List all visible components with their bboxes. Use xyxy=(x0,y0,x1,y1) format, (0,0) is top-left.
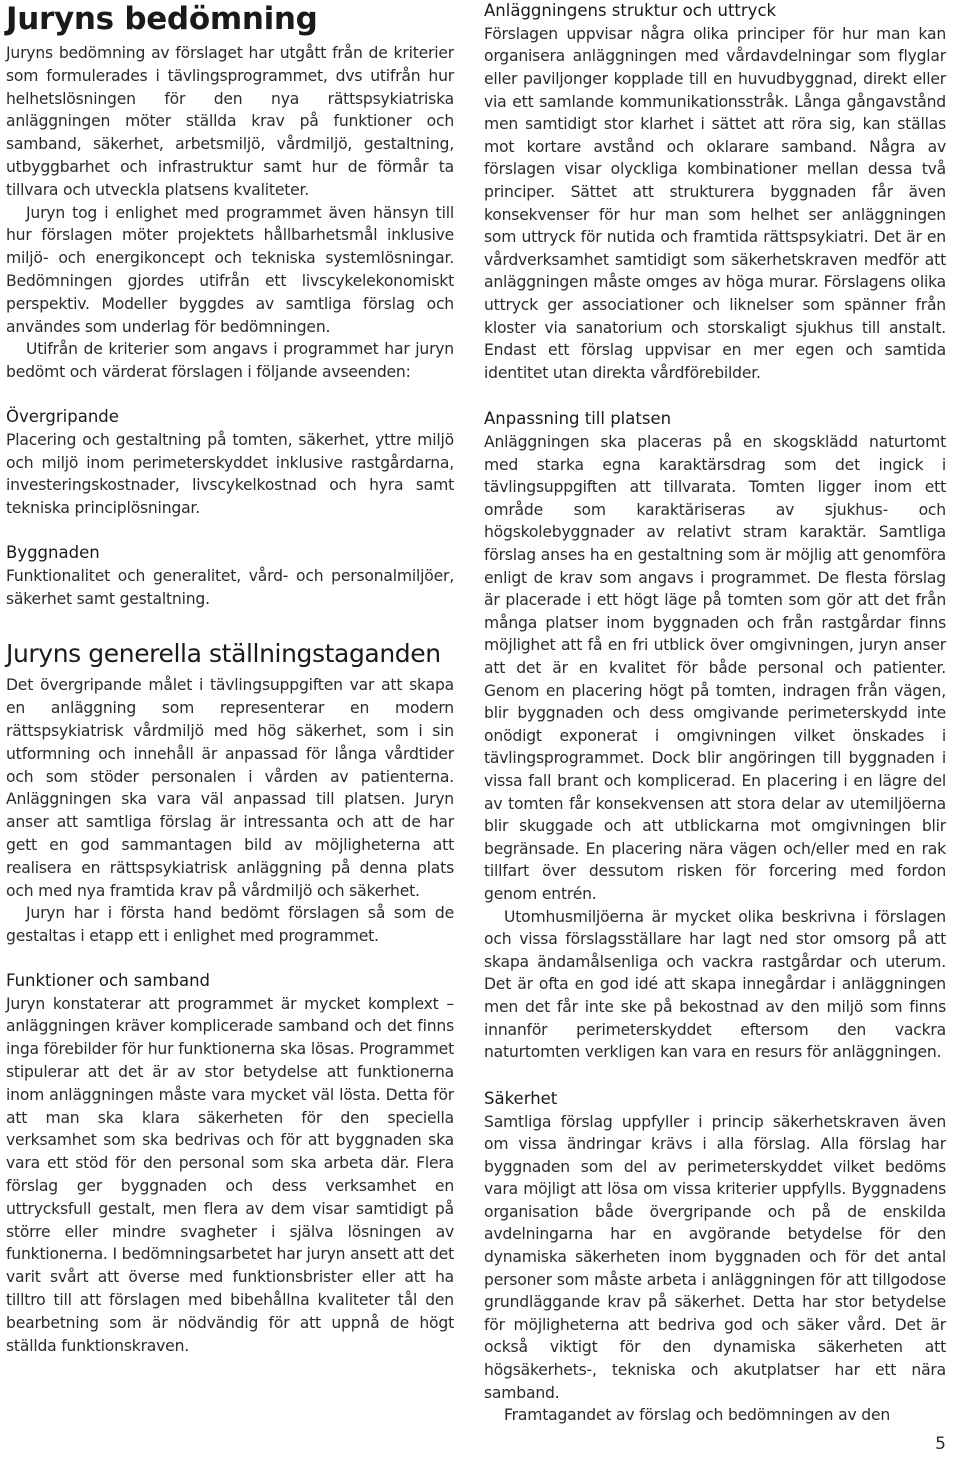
section-text-byggnaden: Funktionalitet och generalitet, vård- och personalmiljöer, säkerhet samt gestaltning. xyxy=(6,566,454,608)
left-column xyxy=(6,0,454,1357)
right-column xyxy=(484,0,946,1427)
section-heading-overgripande: Övergripande xyxy=(6,406,119,426)
section-text-overgripande: Placering och gestaltning på tomten, säkerhet, yttre miljö och miljö inom perimeterskyddet inklusive rastgårdarna, investeringskostnader, livscykelkostnad och hyra samt tekniska principlösningar. xyxy=(6,430,454,518)
section-text-funktioner: Juryn konstaterar att programmet är mycket komplext – anläggningen kräver komplicerade samband och det finns inga förebilder för hur funktionerna ska lösas. Programmet stipulerar att det är av stor betydelse att funktionerna inom anläggningen måste vara mycket väl lösta. Detta för att man ska klara säkerheten för den speciella verksamhet som ska bedrivas och för att byggnaden ska vara ett stöd för den personal som ska arbeta där. Flera förslag ger byggnaden och dess verksamhet en uttrycksfull gestalt, men flera av dem visar samtidigt på större eller mindre svagheter i själva lösningen av funktionerna. I bedömningsarbetet har juryn ansett att det varit svårt att överse med funktionsbrister eller att ha tilltro till att förslagen med bibehållna kvaliteter tål den bearbetning som är nödvändig för att uppnå de högt ställda funktionskraven. xyxy=(6,994,454,1355)
page-number: 5 xyxy=(935,1434,946,1454)
section-text-sakerhet: Framtagandet av förslag och bedömningen av den xyxy=(504,1406,891,1425)
general-paragraph: Det övergripande målet i tävlingsuppgiften var att skapa en anläggning som representerar en modern rättspsykiatrisk vårdmiljö med hög säkerhet, som i sin utformning och innehåll är anpassad för långa vårdtider och som stöder personalen i vården av patienterna. Anläggningen ska vara väl anpassad till platsen. Juryn anser att samtliga förslag är intressanta och att de har gett en god sammantagen bild av möjligheterna att realisera en rättspsykiatrisk anläggning på denna plats och med nya framtida krav på vårdmiljö och säkerhet. xyxy=(6,676,454,900)
section-text-anpassning: Anläggningen ska placeras på en skogsklädd naturtomt med starka egna karaktärsdrag som det ingick i tävlingsuppgiften att tillvarata. Tomten ligger inom ett område som karaktäriseras av sjukhus- och högskolebyggnader av relativt stram karaktär. Samtliga förslag anses ha en gestaltning som är möjlig att genomföra enligt de krav som angavs i programmet. De flesta förslag är placerade i ett högt läge på tomten som gör att det från många platser inom byggnaden och från rastgårdar finns möjlighet att få en fri utblick över omgivningen, juryn anser att det är en kvalitet för både personal och patienter. Genom en placering högt på tomten, indragen från vägen, blir byggnaden och dess omgivande perimeterskydd inte onödigt exponerat i omgivningen vilket önskades i tävlingsprogrammet. Dock blir angöringen till byggnaden i vissa fall brant och komplicerad. En placering i en lägre del av tomten får konsekvensen att stora delar av utemiljöerna blir skuggade och att utblickarna mot omgivningen blir begränsade. En placering nära vägen och/eller med en rak tillfart över dessutom risken för forcering med fordon genom entrén. xyxy=(484,433,946,903)
page-title: Juryns bedömning xyxy=(6,1,318,37)
section-text-struktur: Förslagen uppvisar några olika principer för hur man kan organisera anläggningen med vårdavdelningar som flyglar eller paviljonger kopplade till en huvudbyggnad, direkt eller via ett samlande kommunikationsstråk. Långa gångavstånd men samtidigt stor klarhet i sättet att röra sig, kan ställas mot kortare avstånd och oklarare samband. Några av förslagen visar olyckliga kombinationer mellan dessa två principer. Sättet att strukturera byggnaden får även konsekvenser för hur man som helhet ser anläggningen som uttryck för nutida och framtida rättspsykiatri. Det är en vårdverksamhet samtidigt som säkerhetskraven medför att anläggningen måste omges av höga murar. Förslagens olika uttryck ger associationer och liknelser som spänner från kloster via sanatorium och storskaligt sjukhus till anstalt. Endast ett förslag uppvisar en mer egen och samtida identitet utan direkta vårdförebilder. xyxy=(484,24,946,382)
section-heading-struktur: Anläggningens struktur och uttryck xyxy=(484,1,777,20)
section-title-generella: Juryns generella ställningstaganden xyxy=(6,639,441,669)
section-heading-funktioner: Funktioner och samband xyxy=(6,970,211,990)
intro-paragraph: Juryns bedömning av förslaget har utgått från de kriterier som formulerades i tävlingsprogrammet, dvs utifrån hur helhetslösningen för den nya rättspsykiatriska anläggningen möter ställda krav på funktioner och samband, säkerhet, arbetsmiljö, vårdmiljö, gestaltning, utbyggbarhet och infrastruktur samt hur de förmår ta tillvara och utveckla platsens kvaliteter. xyxy=(6,44,454,199)
section-heading-anpassning: Anpassning till platsen xyxy=(484,409,672,429)
section-text-sakerhet: Samtliga förslag uppfyller i princip säkerhetskraven även om vissa ändringar krävs i alla förslag. Alla förslag har byggnaden som del av perimeterskyddet vilket bedöms vara möjligt att lösa om vissa kriterier uppfylls. Byggnadens organisation både övergripande och på de enskilda avdelningarna har en avgörande betydelse för den dynamiska säkerheten inom byggnaden och för det antal personer som måste arbeta i anläggningen för att tillgodose grundläggande krav på säkerhet. Detta har stor betydelse för möjligheterna att bedriva god och säker vård. Det är också viktigt för den dynamiska säkerheten att högsäkerhets-, tekniska och akutplatser har ett nära samband. xyxy=(484,1112,946,1402)
section-heading-byggnaden: Byggnaden xyxy=(6,542,100,562)
section-text-anpassning: Utomhusmiljöerna är mycket olika beskrivna i förslagen och vissa förslagsställare har lagt ned stor omsorg på att skapa ändamålsenliga och vackra rastgårdar och uterum. Det är ofta en god idé att skapa innegårdar i anläggningen men det får inte ske på bekostnad av den miljö som finns innanför perimeterskyddet eftersom den vackra naturtomten verkligen kan vara en resurs för anläggningen. xyxy=(484,907,946,1062)
general-paragraph: Juryn har i första hand bedömt förslagen så som de gestaltas i etapp ett i enlighet med programmet. xyxy=(6,904,454,946)
intro-paragraph: Juryn tog i enlighet med programmet även hänsyn till hur förslagen möter projektets hållbarhetsmål inklusive miljö- och energikoncept och tekniska systemlösningar. Bedömningen gjordes utifrån ett livscykelekonomiskt perspektiv. Modeller byggdes av samtliga förslag och användes som underlag för bedömningen. xyxy=(6,203,454,336)
section-heading-sakerhet: Säkerhet xyxy=(484,1088,558,1108)
intro-paragraph: Utifrån de kriterier som angavs i programmet har juryn bedömt och värderat förslagen i följande avseenden: xyxy=(6,340,454,382)
